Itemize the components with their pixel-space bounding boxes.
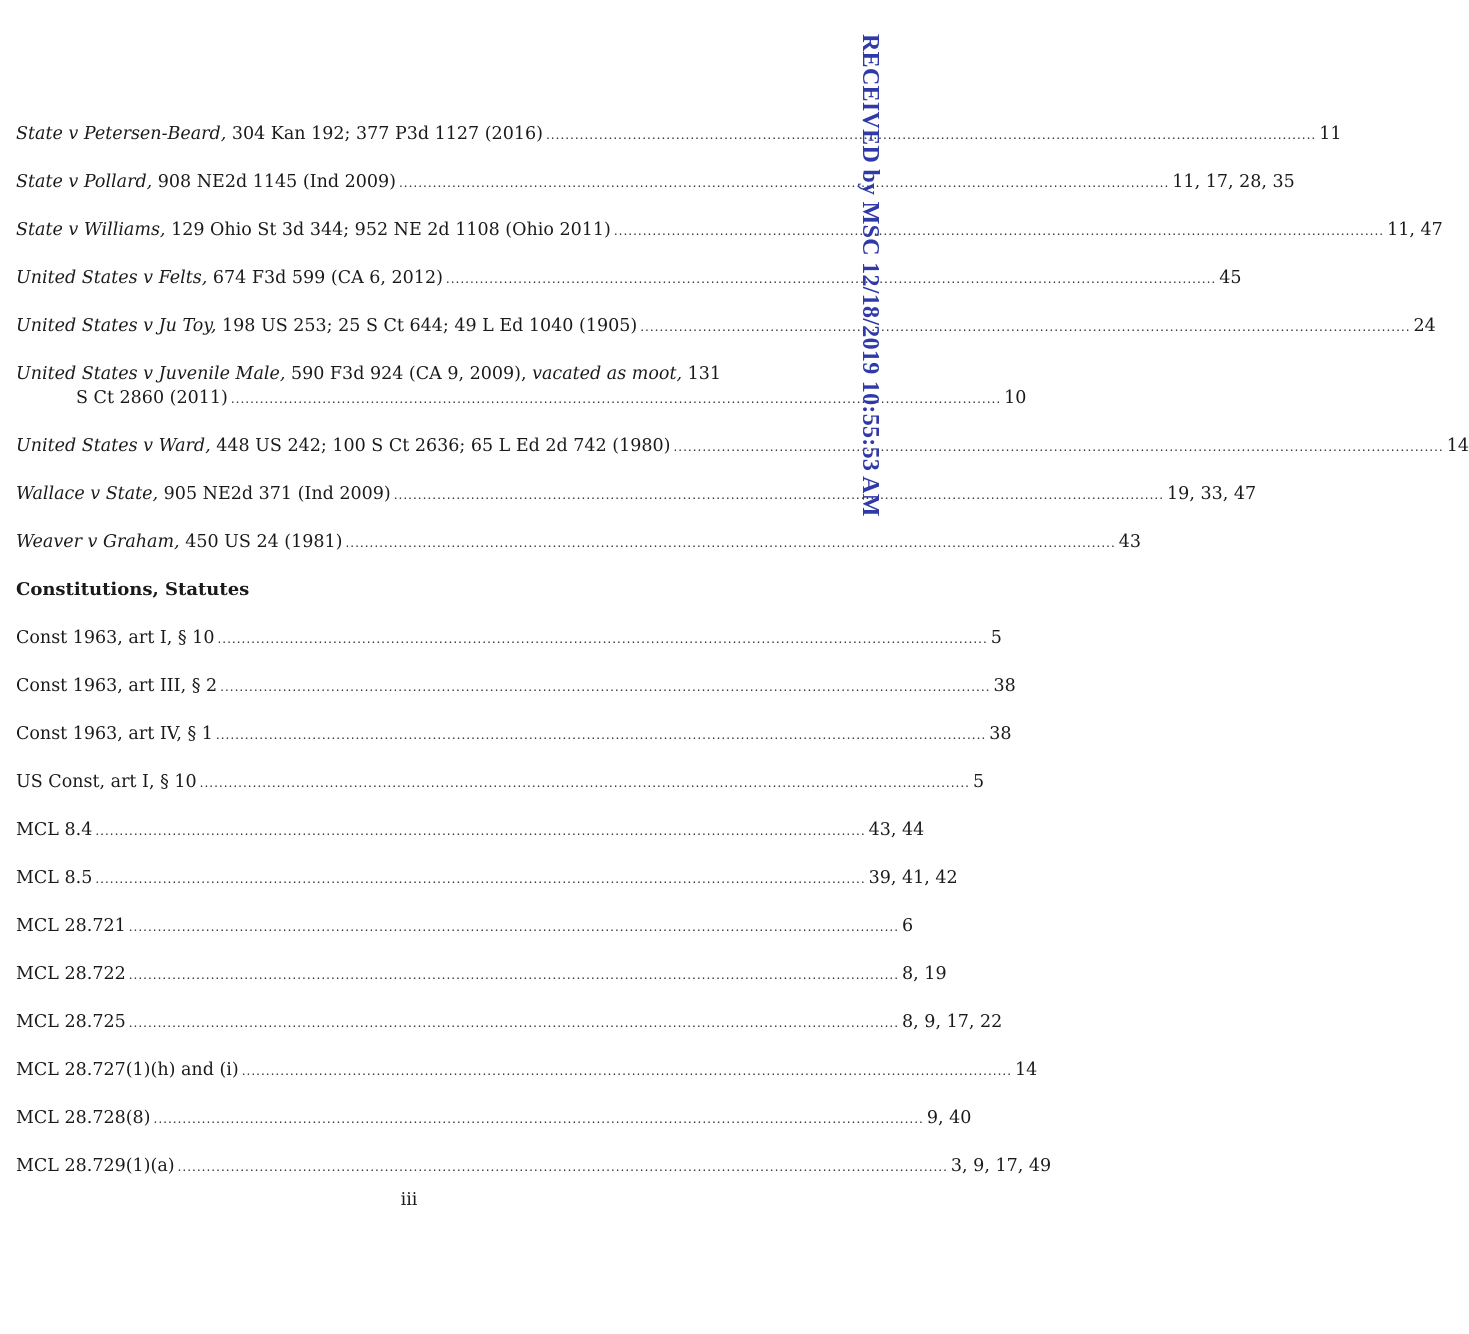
statute-citation: MCL 28.727(1)(h) and (i) — [16, 1060, 239, 1080]
case-citation: 908 NE2d 1145 (Ind 2009) — [152, 172, 396, 192]
page-references: 11, 47 — [1387, 220, 1443, 240]
section-heading: Constitutions, Statutes — [16, 579, 250, 600]
page-references: 43 — [1118, 532, 1142, 552]
statute-citation: MCL 8.4 — [16, 820, 93, 840]
page-references: 39, 41, 42 — [868, 868, 958, 888]
statute-citation: MCL 28.729(1)(a) — [16, 1156, 175, 1176]
statute-citation: MCL 28.725 — [16, 1012, 126, 1032]
statute-citation: MCL 28.728(8) — [16, 1108, 151, 1128]
page-references: 14 — [1015, 1060, 1038, 1080]
dot-leader: ................................................................................................................................................................ — [128, 968, 900, 982]
statute-citation: MCL 8.5 — [16, 868, 93, 888]
page-number: iii — [400, 1190, 418, 1210]
statute-entry — [16, 914, 914, 939]
statute-citation: MCL 28.721 — [16, 916, 126, 936]
case-name: Wallace v State, — [16, 484, 159, 504]
case-name: State v Williams, — [16, 220, 166, 240]
dot-leader: ................................................................................................................................................................ — [153, 1112, 924, 1126]
statute-entry — [16, 962, 947, 987]
dot-leader: ................................................................................................................................................................ — [128, 1016, 900, 1030]
page-references: 38 — [993, 676, 1016, 696]
case-name: State v Petersen-Beard, — [16, 124, 227, 144]
case-citation: 448 US 242; 100 S Ct 2636; 65 L Ed 2d 742 (1980) — [210, 436, 671, 456]
page-references: 38 — [989, 724, 1012, 744]
page-references: 9, 40 — [926, 1108, 972, 1128]
page-references: 45 — [1219, 268, 1242, 288]
page-references: 8, 19 — [902, 964, 947, 984]
dot-leader: ................................................................................................................................................................ — [445, 272, 1217, 286]
dot-leader: ................................................................................................................................................................ — [640, 320, 1411, 334]
dot-leader: ................................................................................................................................................................ — [613, 224, 1385, 238]
statute-entry — [16, 626, 1002, 651]
case-entry — [16, 266, 1242, 291]
case-citation: 450 US 24 (1981) — [179, 532, 343, 552]
dot-leader: ................................................................................................................................................................ — [128, 920, 900, 934]
dot-leader: ................................................................................................................................................................ — [398, 176, 1170, 190]
dot-leader: ................................................................................................................................................................ — [673, 440, 1444, 454]
case-name: State v Pollard, — [16, 172, 153, 192]
case-citation: 129 Ohio St 3d 344; 952 NE 2d 1108 (Ohio 2011) — [165, 220, 611, 240]
case-citation: 674 F3d 599 (CA 6, 2012) — [207, 268, 443, 288]
case-name: United States v Felts, — [16, 268, 208, 288]
page-references: 3, 9, 17, 49 — [950, 1156, 1052, 1176]
page-references: 11, 17, 28, 35 — [1172, 172, 1295, 192]
page-references: 8, 9, 17, 22 — [902, 1012, 1003, 1032]
dot-leader: ................................................................................................................................................................ — [95, 872, 866, 886]
case-entry — [16, 122, 1342, 147]
dot-leader: ................................................................................................................................................................ — [545, 128, 1317, 142]
statute-entry — [16, 1010, 1003, 1035]
case-name: United States v Juvenile Male, — [16, 364, 286, 384]
dot-leader: ................................................................................................................................................................ — [177, 1160, 948, 1174]
dot-leader: ................................................................................................................................................................ — [215, 728, 987, 742]
dot-leader: ................................................................................................................................................................ — [230, 392, 1002, 406]
statute-entry — [16, 1106, 972, 1131]
statute-citation: Const 1963, art IV, § 1 — [16, 724, 213, 744]
statute-entry — [16, 866, 958, 891]
statute-entry — [16, 818, 925, 843]
dot-leader: ................................................................................................................................................................ — [217, 632, 988, 646]
case-entry — [16, 434, 1469, 459]
case-name: United States v Ward, — [16, 436, 211, 456]
page-references: 6 — [902, 916, 914, 936]
case-subsequent-history: vacated as moot, — [532, 364, 683, 384]
dot-leader: ................................................................................................................................................................ — [220, 680, 991, 694]
case-name: United States v Ju Toy, — [16, 316, 217, 336]
dot-leader: ................................................................................................................................................................ — [95, 824, 866, 838]
dot-leader: ................................................................................................................................................................ — [241, 1064, 1013, 1078]
case-citation: 304 Kan 192; 377 P3d 1127 (2016) — [226, 124, 543, 144]
statute-entry — [16, 722, 1012, 747]
page-references: 5 — [990, 628, 1002, 648]
page-references: 5 — [972, 772, 985, 792]
case-entry — [16, 362, 1027, 411]
case-citation: 198 US 253; 25 S Ct 644; 49 L Ed 1040 (1905) — [216, 316, 638, 336]
page-references: 11 — [1319, 124, 1342, 144]
case-entry — [16, 218, 1443, 243]
received-stamp: RECEIVED by MSC 12/18/2019 10:55:53 AM — [857, 34, 883, 517]
case-entry — [16, 314, 1436, 339]
statute-citation: US Const, art I, § 10 — [16, 772, 197, 792]
case-citation: 590 F3d 924 (CA 9, 2009), — [285, 364, 533, 384]
statute-entry — [16, 770, 985, 795]
case-citation-continued: S Ct 2860 (2011) — [76, 388, 228, 408]
case-citation: 905 NE2d 371 (Ind 2009) — [158, 484, 391, 504]
statute-citation: MCL 28.722 — [16, 964, 126, 984]
page-references: 14 — [1446, 436, 1469, 456]
case-entry — [16, 170, 1295, 195]
statute-citation: Const 1963, art I, § 10 — [16, 628, 215, 648]
statute-entry — [16, 674, 1016, 699]
dot-leader: ................................................................................................................................................................ — [393, 488, 1165, 502]
page-references: 43, 44 — [868, 820, 925, 840]
case-entry — [16, 482, 1257, 507]
page-references: 10 — [1004, 388, 1027, 408]
case-name: Weaver v Graham, — [16, 532, 180, 552]
statute-citation: Const 1963, art III, § 2 — [16, 676, 218, 696]
page-references: 24 — [1413, 316, 1436, 336]
page-references: 19, 33, 47 — [1167, 484, 1257, 504]
case-entry — [16, 530, 1142, 555]
statute-entry — [16, 1058, 1038, 1083]
dot-leader: ................................................................................................................................................................ — [199, 776, 970, 790]
dot-leader: ................................................................................................................................................................ — [345, 536, 1116, 550]
statute-entry — [16, 1154, 1052, 1179]
case-citation-tail: 131 — [682, 364, 722, 384]
